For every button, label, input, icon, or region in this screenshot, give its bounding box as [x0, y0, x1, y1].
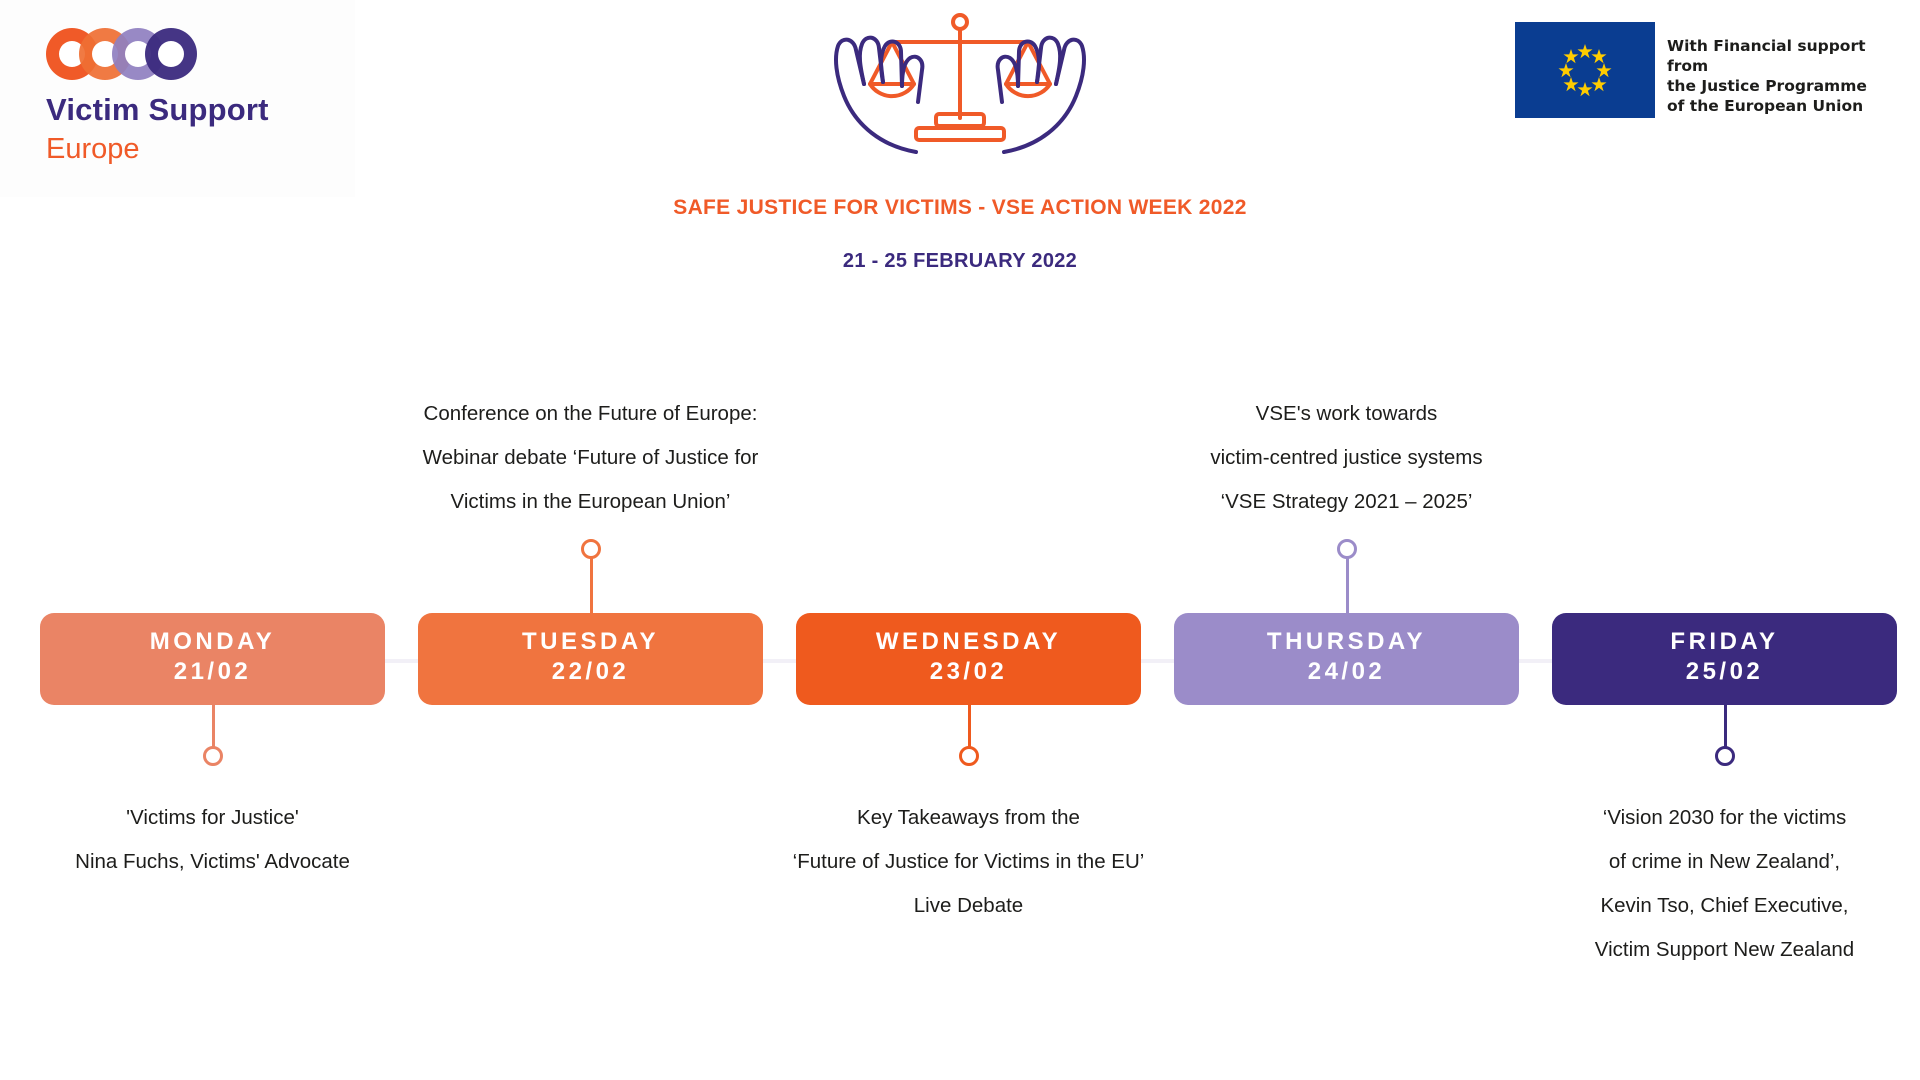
timeline-day-date: 25/02	[1685, 658, 1764, 685]
timeline-caption-line: victim-centred justice systems	[1210, 446, 1483, 469]
timeline-caption-line: Webinar debate ‘Future of Justice for	[422, 446, 759, 469]
timeline-day-name: MONDAY	[149, 628, 276, 655]
page-title: SAFE JUSTICE FOR VICTIMS - VSE ACTION WEEK 2022	[673, 196, 1247, 219]
timeline-day-date: 22/02	[551, 658, 630, 685]
timeline-node[interactable]	[581, 539, 601, 559]
timeline-day-monday[interactable]	[40, 613, 385, 705]
timeline-day-date: 24/02	[1307, 658, 1386, 685]
timeline-day-name: THURSDAY	[1266, 628, 1427, 655]
timeline-caption-line: of crime in New Zealand’,	[1608, 850, 1841, 873]
timeline-caption	[311, 392, 871, 524]
eu-funding-text-line-3: of the European Union	[1667, 97, 1864, 115]
timeline-day-thursday[interactable]	[1174, 613, 1519, 705]
page-subtitle: 21 - 25 FEBRUARY 2022	[842, 250, 1078, 272]
timeline-caption-line: 'Victims for Justice'	[126, 806, 299, 829]
timeline-caption-line: ‘Vision 2030 for the victims	[1602, 806, 1847, 829]
timeline-caption-line: Kevin Tso, Chief Executive,	[1600, 894, 1849, 917]
timeline-caption-line: Nina Fuchs, Victims' Advocate	[75, 850, 350, 873]
timeline-caption	[659, 796, 1279, 928]
timeline-day-name: WEDNESDAY	[875, 628, 1062, 655]
timeline-caption	[1485, 796, 1920, 972]
timeline-day-friday[interactable]	[1552, 613, 1897, 705]
timeline-caption-line: ‘VSE Strategy 2021 – 2025’	[1220, 490, 1473, 513]
eu-funding-text-line-1: With Financial support from	[1667, 37, 1866, 75]
timeline-caption-line: Live Debate	[913, 894, 1024, 917]
timeline-node[interactable]	[959, 746, 979, 766]
timeline-caption	[1087, 392, 1607, 524]
timeline-caption-line: ‘Future of Justice for Victims in the EU’	[792, 850, 1145, 873]
timeline-caption-line: Victim Support New Zealand	[1594, 938, 1855, 961]
timeline-node[interactable]	[1337, 539, 1357, 559]
timeline-node[interactable]	[203, 746, 223, 766]
timeline-day-wednesday[interactable]	[796, 613, 1141, 705]
timeline-day-date: 21/02	[173, 658, 252, 685]
logo-name-line-1: Victim Support	[46, 92, 269, 127]
eu-funding-text-line-2: the Justice Programme	[1667, 77, 1867, 95]
logo-name-line-2: Europe	[46, 133, 140, 165]
timeline-caption-line: Key Takeaways from the	[857, 806, 1080, 829]
timeline-connector	[590, 556, 593, 618]
timeline-caption-line: Conference on the Future of Europe:	[423, 402, 758, 425]
timeline-node[interactable]	[1715, 746, 1735, 766]
timeline-day-name: TUESDAY	[522, 628, 659, 655]
timeline-caption-line: VSE's work towards	[1255, 402, 1438, 425]
timeline-connector	[1346, 556, 1349, 618]
timeline-day-name: FRIDAY	[1670, 628, 1779, 655]
timeline-day-tuesday[interactable]	[418, 613, 763, 705]
timeline-day-date: 23/02	[929, 658, 1008, 685]
timeline-caption	[0, 796, 448, 884]
timeline-caption-line: Victims in the European Union’	[450, 490, 731, 513]
